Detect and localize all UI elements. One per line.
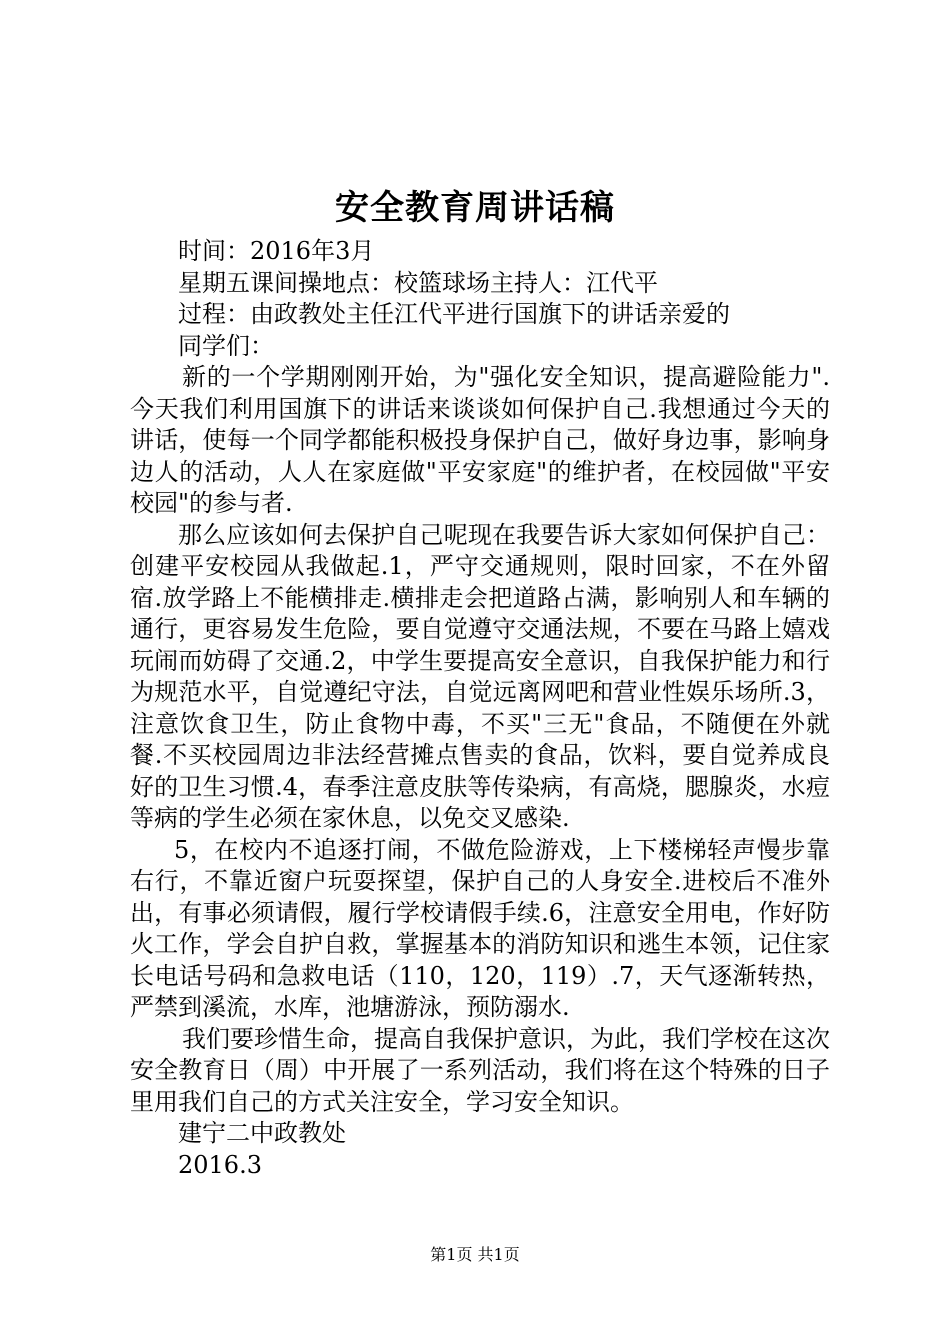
process-line: 过程：由政教处主任江代平进行国旗下的讲话亲爱的 [178,300,730,328]
date-line: 2016.3 [178,1150,262,1179]
document-title: 安全教育周讲话稿 [335,188,615,228]
time-line: 时间：2016年3月 [178,237,375,265]
paragraph-rules-continued: 5，在校内不追逐打闹，不做危险游戏，上下楼梯轻声慢步靠右行，不靠近窗户玩耍探望，保护自己的人身安全.进校后不准外出，有事必须请假，履行学校请假手续.6，注意安全用电，作好防火工作，学会自护自救，掌握基本的消防知识和逃生本领，记住家长电话号码和急救电话（110，120，119）.7，天气逐渐转热，严禁到溪流，水库，池塘游泳，预防溺水. [130,835,830,1021]
signature-line: 建宁二中政教处 [178,1119,346,1147]
paragraph-how-to-protect: 那么应该如何去保护自己呢现在我要告诉大家如何保护自己：创建平安校园从我做起.1，严守交通规则，限时回家，不在外留宿.放学路上不能横排走.横排走会把道路占满，影响别人和车辆的通行，更容易发生危险，要自觉遵守交通法规，不要在马路上嬉戏玩闹而妨碍了交通.2，中学生要提高安全意识，自我保护能力和行为规范水平，自觉遵纪守法，自觉远离网吧和营业性娱乐场所.3，注意饮食卫生，防止食物中毒，不买"三无"食品，不随便在外就餐.不买校园周边非法经营摊点售卖的食品，饮料，要自觉养成良好的卫生习惯.4，春季注意皮肤等传染病，有高烧，腮腺炎，水痘等病的学生必须在家休息，以免交叉感染. [130,520,830,832]
page-number-footer: 第1页 共1页 [430,1245,520,1264]
greeting-line: 同学们： [178,331,274,360]
place-host-line: 星期五课间操地点：校篮球场主持人：江代平 [178,268,658,297]
paragraph-closing: 我们要珍惜生命，提高自我保护意识，为此，我们学校在这次安全教育日（周）中开展了一系列活动，我们将在这个特殊的日子里用我们自己的方式关注安全，学习安全知识。 [130,1024,830,1116]
paragraph-intro: 新的一个学期刚刚开始，为"强化安全知识，提高避险能力".今天我们利用国旗下的讲话来谈谈如何保护自己.我想通过今天的讲话，使每一个同学都能积极投身保护自己，做好身边事，影响身边人的活动，人人在家庭做"平安家庭"的维护者，在校园做"平安校园"的参与者. [130,363,830,517]
document-body [130,236,830,1181]
